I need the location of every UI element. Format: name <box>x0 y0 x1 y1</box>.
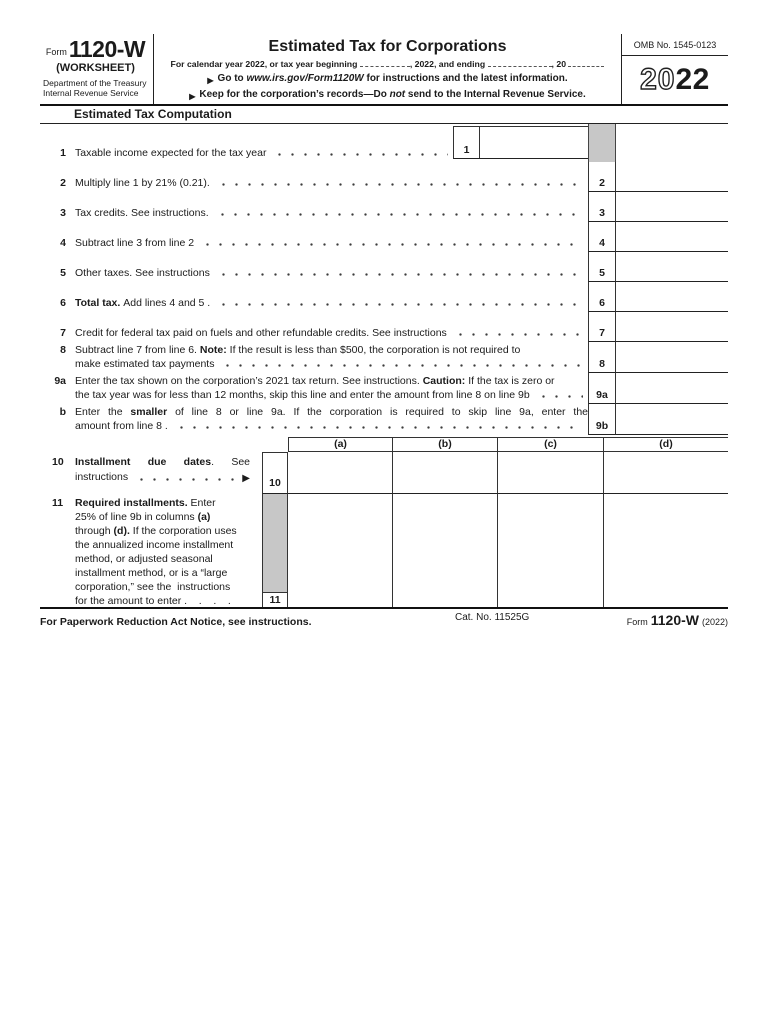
form-header <box>40 34 728 106</box>
description-line <box>75 470 250 485</box>
line-10-field-c[interactable] <box>497 452 603 494</box>
line-6-row <box>40 282 728 312</box>
footer-form-number: 1120-W <box>650 612 699 628</box>
footer-form-id <box>627 612 728 628</box>
column-header-b: (b) <box>392 437 497 452</box>
text-segment: www.irs.gov/Form1120W <box>246 73 364 84</box>
line-5-amount-field[interactable] <box>616 252 728 282</box>
line-7-description <box>75 312 588 342</box>
line-9a-amount-field[interactable] <box>616 373 728 404</box>
text-segment: (a) <box>197 511 211 523</box>
line-11-label <box>40 494 262 607</box>
line-4-box-number: 4 <box>588 222 616 252</box>
dot-leaders <box>217 176 583 190</box>
description-line <box>75 405 588 419</box>
form-title-block <box>154 34 621 104</box>
line-2-number: 2 <box>60 177 66 189</box>
text-segment: Go to <box>217 73 247 84</box>
line-11-box-number: 11 <box>263 592 287 607</box>
line-9a-row <box>40 373 728 404</box>
description-line <box>75 326 588 340</box>
line-10-field-a[interactable] <box>288 452 392 494</box>
text-segment: of line 8 or line 9a. If the corporation is required to skip line 9a, enter the <box>167 406 589 418</box>
text-segment: Other taxes. See instructions <box>75 267 210 279</box>
description-line <box>75 357 588 371</box>
text-segment: Required installments. <box>75 497 188 509</box>
dot-leaders <box>454 326 583 340</box>
line-11-description <box>75 496 250 607</box>
line-1-box-number: 1 <box>454 127 480 158</box>
description-line <box>75 580 250 594</box>
line-2-amount-field[interactable] <box>616 162 728 192</box>
description-line <box>75 388 588 402</box>
line-2-description <box>75 162 588 192</box>
form-word: Form <box>45 47 67 57</box>
line-11-number: 11 <box>52 497 64 509</box>
right-pointer-icon: ▶ <box>242 473 250 484</box>
text-segment: Enter <box>187 497 216 509</box>
agency-line-2: Internal Revenue Service <box>43 88 139 98</box>
text-segment: the annualized income installment <box>75 539 234 551</box>
keep-records-line <box>160 88 615 104</box>
line-4-description <box>75 222 588 252</box>
line-1-row <box>40 124 728 162</box>
description-line <box>75 206 588 220</box>
line-1-number: 1 <box>60 147 66 159</box>
goto-instructions-text <box>218 72 568 88</box>
line-8-number: 8 <box>60 344 66 356</box>
line-6-box-number: 6 <box>588 282 616 312</box>
description-line <box>75 455 250 470</box>
text-segment: instructions <box>75 471 129 483</box>
description-line <box>75 524 250 538</box>
description-line <box>75 496 250 510</box>
dot-leaders <box>135 470 235 485</box>
line-10-box-number: 10 <box>262 452 288 494</box>
calendar-year-line <box>160 58 615 69</box>
line-9b-description <box>75 404 588 435</box>
text-segment: If the tax is zero or <box>465 375 555 387</box>
line-10-field-b[interactable] <box>392 452 497 494</box>
line-6-number: 6 <box>60 297 66 309</box>
line-7-amount-field[interactable] <box>616 312 728 342</box>
text-segment: send to the Internal Revenue Service. <box>405 89 586 100</box>
text-segment: 25% of line 9b in columns <box>75 511 198 523</box>
text-segment: corporation,” see the instructions <box>75 581 231 593</box>
goto-instructions-line <box>160 72 615 88</box>
description-line <box>75 510 250 524</box>
dot-leaders <box>217 296 583 310</box>
worksheet-label: (WORKSHEET) <box>56 62 135 74</box>
section-title: Estimated Tax Computation <box>40 106 728 124</box>
text-segment: Taxable income expected for the tax year <box>75 147 267 159</box>
text-segment: Tax credits. See instructions. <box>75 207 209 219</box>
line-10-number: 10 <box>52 456 64 468</box>
text-segment: . See <box>211 456 250 468</box>
line-3-description <box>75 192 588 222</box>
header-spacer <box>40 437 288 452</box>
line-2-box-number: 2 <box>588 162 616 192</box>
text-segment: Credit for federal tax paid on fuels and other refundable credits. See instructions <box>75 327 447 339</box>
text-segment: Note: <box>199 344 227 356</box>
right-pointer-icon: ▶ <box>189 92 196 101</box>
line-1-description <box>75 124 453 162</box>
tax-year-ending-field[interactable] <box>488 58 552 67</box>
line-5-description <box>75 252 588 282</box>
dot-leaders <box>221 357 583 371</box>
dot-leaders <box>217 266 583 280</box>
dot-leaders <box>273 146 448 160</box>
line-10-row <box>40 452 728 494</box>
installment-column-headers <box>40 437 728 452</box>
text-segment: for the amount to enter . . . . <box>75 595 231 607</box>
line-3-number: 3 <box>60 207 66 219</box>
form-footer <box>40 609 728 628</box>
text-segment: Subtract line 3 from line 2 <box>75 237 195 249</box>
omb-number: OMB No. 1545-0123 <box>622 34 728 56</box>
column-header-c: (c) <box>497 437 603 452</box>
line-11-number-column <box>262 494 288 607</box>
footer-form-word: Form <box>626 617 648 627</box>
tax-year-yy-field[interactable] <box>568 58 604 67</box>
calendar-pre-text: For calendar year 2022, or tax year beginning <box>170 59 358 69</box>
line-7-row <box>40 312 728 342</box>
line-9a-number: 9a <box>54 375 66 387</box>
line-4-row <box>40 222 728 252</box>
text-segment: installment method, or is a “large <box>75 567 228 579</box>
year-bold-digits: 22 <box>675 63 710 96</box>
paperwork-notice: For Paperwork Reduction Act Notice, see instructions. <box>40 616 312 628</box>
form-identity-block <box>40 34 154 104</box>
description-line <box>75 176 588 190</box>
line-8-row <box>40 342 728 373</box>
text-segment: Keep for the corporation’s records—Do <box>199 89 390 100</box>
column-header-a: (a) <box>288 437 392 452</box>
text-segment: Add lines 4 and 5 . <box>120 297 211 309</box>
line-6-amount-field[interactable] <box>616 282 728 312</box>
description-line <box>75 266 588 280</box>
line-7-box-number: 7 <box>588 312 616 342</box>
description-line <box>75 343 588 357</box>
text-segment: If the result is less than $500, the corporation is not required to <box>226 344 521 356</box>
line-11-field-b[interactable] <box>392 494 497 607</box>
description-line <box>75 296 588 310</box>
line-5-number: 5 <box>60 267 66 279</box>
footer-form-year: (2022) <box>701 617 728 627</box>
line-9b-number: b <box>59 406 66 418</box>
line-11-field-a[interactable] <box>288 494 392 607</box>
line-8-box-number: 8 <box>588 342 616 373</box>
text-segment: for instructions and the latest information. <box>363 73 568 84</box>
line-2-row <box>40 162 728 192</box>
line-9b-box-number: 9b <box>588 404 616 435</box>
description-line <box>75 594 250 608</box>
year-outline-digits: 20 <box>640 63 676 96</box>
keep-records-text <box>199 88 585 104</box>
catalog-number: Cat. No. 11525G <box>455 612 530 623</box>
line-1-right-spacer <box>616 124 728 162</box>
line-7-number: 7 <box>60 327 66 339</box>
dot-leaders <box>537 388 583 402</box>
agency-line-1: Department of the Treasury <box>43 78 147 88</box>
line-11-field-d[interactable] <box>603 494 728 607</box>
estimated-tax-computation <box>40 124 728 435</box>
line-10-field-d[interactable] <box>603 452 728 494</box>
description-line <box>75 146 453 160</box>
line-5-row <box>40 252 728 282</box>
line-10-label <box>40 452 262 494</box>
line-10-description <box>75 455 250 494</box>
text-segment: smaller <box>130 406 168 418</box>
description-line <box>75 538 250 552</box>
line-11-field-c[interactable] <box>497 494 603 607</box>
text-segment: If the corporation uses <box>129 525 237 537</box>
text-segment: Caution: <box>422 375 466 387</box>
form-number: 1120-W <box>68 36 146 62</box>
line-9a-description <box>75 373 588 404</box>
text-segment: Installment due dates <box>75 456 212 468</box>
right-pointer-icon: ▶ <box>207 76 214 85</box>
text-segment: amount from line 8 . <box>75 420 168 432</box>
line-11-row <box>40 494 728 607</box>
line-1-entry-box <box>453 126 588 159</box>
line-4-number: 4 <box>60 237 66 249</box>
description-line <box>75 552 250 566</box>
line-1-amount-field[interactable] <box>480 127 588 158</box>
text-segment: Enter the <box>75 406 131 418</box>
tax-year-beginning-field[interactable] <box>360 58 410 67</box>
calendar-mid-text: , 2022, and ending <box>409 59 486 69</box>
calendar-end-text: , 20 <box>551 59 567 69</box>
shaded-cell <box>588 124 616 162</box>
omb-year-block <box>621 34 728 104</box>
text-segment: Multiply line 1 by 21% (0.21). <box>75 177 210 189</box>
line-9a-box-number: 9a <box>588 373 616 404</box>
text-segment: (d). <box>113 525 130 537</box>
form-page <box>40 34 728 628</box>
text-segment: the tax year was for less than 12 months, skip this line and enter the amount from line 8 on line 9b <box>75 389 530 401</box>
line-3-amount-field[interactable] <box>616 192 728 222</box>
description-line <box>199 88 585 102</box>
description-line <box>75 374 588 388</box>
form-title: Estimated Tax for Corporations <box>268 38 507 55</box>
line-6-description <box>75 282 588 312</box>
text-segment: through <box>75 525 114 537</box>
description-line <box>75 236 588 250</box>
text-segment: not <box>389 89 406 100</box>
description-line <box>75 566 250 580</box>
line-8-description <box>75 342 588 373</box>
line-5-box-number: 5 <box>588 252 616 282</box>
form-year <box>622 56 728 104</box>
text-segment: method, or adjusted seasonal <box>75 553 213 565</box>
description-line <box>218 72 568 86</box>
text-segment: Enter the tax shown on the corporation’s 2021 tax return. See instructions. <box>75 375 423 387</box>
shaded-cell <box>263 494 287 592</box>
text-segment: Total tax. <box>75 297 121 309</box>
line-9b-row <box>40 404 728 435</box>
line-9b-amount-field[interactable] <box>616 404 728 435</box>
dot-leaders <box>216 206 583 220</box>
dot-leaders <box>175 419 583 433</box>
dot-leaders <box>201 236 583 250</box>
text-segment: Subtract line 7 from line 6. <box>75 344 200 356</box>
line-3-row <box>40 192 728 222</box>
line-8-amount-field[interactable] <box>616 342 728 373</box>
description-line <box>75 419 588 433</box>
text-segment: make estimated tax payments <box>75 358 215 370</box>
line-3-box-number: 3 <box>588 192 616 222</box>
line-4-amount-field[interactable] <box>616 222 728 252</box>
column-header-d: (d) <box>603 437 728 452</box>
